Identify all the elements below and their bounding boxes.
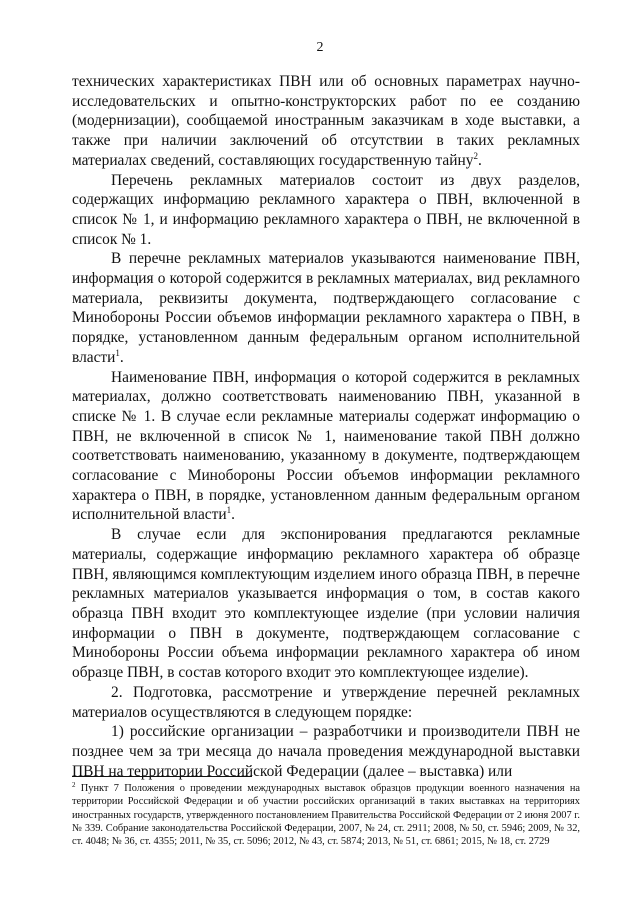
document-body bbox=[72, 72, 580, 781]
footnote-ref: 1 bbox=[226, 505, 232, 516]
footnote-marker: 2 bbox=[72, 781, 76, 789]
footnote-separator bbox=[72, 776, 252, 777]
footnote bbox=[72, 782, 580, 848]
paragraph-procedure: 2. Подготовка, рассмотрение и утверждение перечней рекламных материалов осуществляются в следующем порядке: bbox=[72, 683, 580, 721]
footnote-ref: 1 bbox=[115, 347, 120, 358]
footnote-text: Пункт 7 Положения о проведении международных выставок образцов продукции военного назначения на территории Российской Федерации и об участии российских организаций в таких выставках на территориях иностранных государств, утвержденного постановлением Правительства Российской Федерации от 2 июня 2007 г. № 339. Собрание законодательства Российской Федерации, 2007, № 24, ст. 2911; 2008, № 50, ст. 5946; 2009, № 32, ст. 4048; № 36, ст. 4355; 2011, № 35, ст. 5096; 2012, № 43, ст. 5874; 2013, № 51, ст. 6861; 2015, № 18, ст. 2729 bbox=[72, 783, 580, 848]
paragraph-component-exhibit: В случае если для экспонирования предлагаются рекламные материалы, содержащие информацию рекламного характера об образце ПВН, являющимся комплектующим изделием иного образца ПВН, в перечне рекламных материалов указывается информация о том, в состав какого образца ПВН входит это комплектующее изделие (при условии наличия информации о ПВН в документе, подтверждающем согласование с Минобороны России объема информации рекламного характера об ином образце ПВН, в состав которого входит это комплектующее изделие). bbox=[72, 526, 580, 682]
paragraph-continuation: технических характеристиках ПВН или об основных параметрах научно-исследовательских и опытно-конструкторских работ по ее созданию (модернизации), сообщаемой иностранным заказчикам в ходе выставки, а также при наличии заключений об отсутствии в таких рекламных материалах сведений, составляющих государственную тайну$^2$. bbox=[72, 73, 580, 169]
paragraph-ad-list-sections: Перечень рекламных материалов состоит из двух разделов, содержащих информацию рекламного характера о ПВН, включенной в список № 1, и информацию рекламного характера о ПВН, не включенной в список № 1. bbox=[72, 171, 580, 248]
paragraph-procedure-item-1: 1) российские организации – разработчики и производители ПВН не позднее чем за три месяца до начала проведения международной выставки ПВН на территории Российской Федерации (далее – выставка) или bbox=[72, 723, 580, 780]
paragraph-ad-list-contents: В перечне рекламных материалов указываются наименование ПВН, информация о которой содержится в рекламных материалах, вид рекламного материала, реквизиты документа, подтверждающего согласование с Минобороны России объемов информации рекламного характера о ПВН, в порядке, установленном данным федеральным органом исполнительной власти$^1$. bbox=[72, 250, 580, 366]
page-number: 2 bbox=[316, 40, 324, 55]
paragraph-product-name: Наименование ПВН, информация о которой содержится в рекламных материалах, должно соответствовать наименованию ПВН, указанной в списке № 1. В случае если рекламные материалы содержат информацию о ПВН, не включенной в список № 1, наименование такой ПВН должно соответствовать наименованию, указанному в документе, подтверждающем согласование с Минобороны России объемов информации рекламного характера о ПВН, в порядке, установленном данным федеральным органом исполнительной власти$^1$. bbox=[72, 368, 580, 524]
footnote-ref: 2 bbox=[473, 150, 478, 161]
